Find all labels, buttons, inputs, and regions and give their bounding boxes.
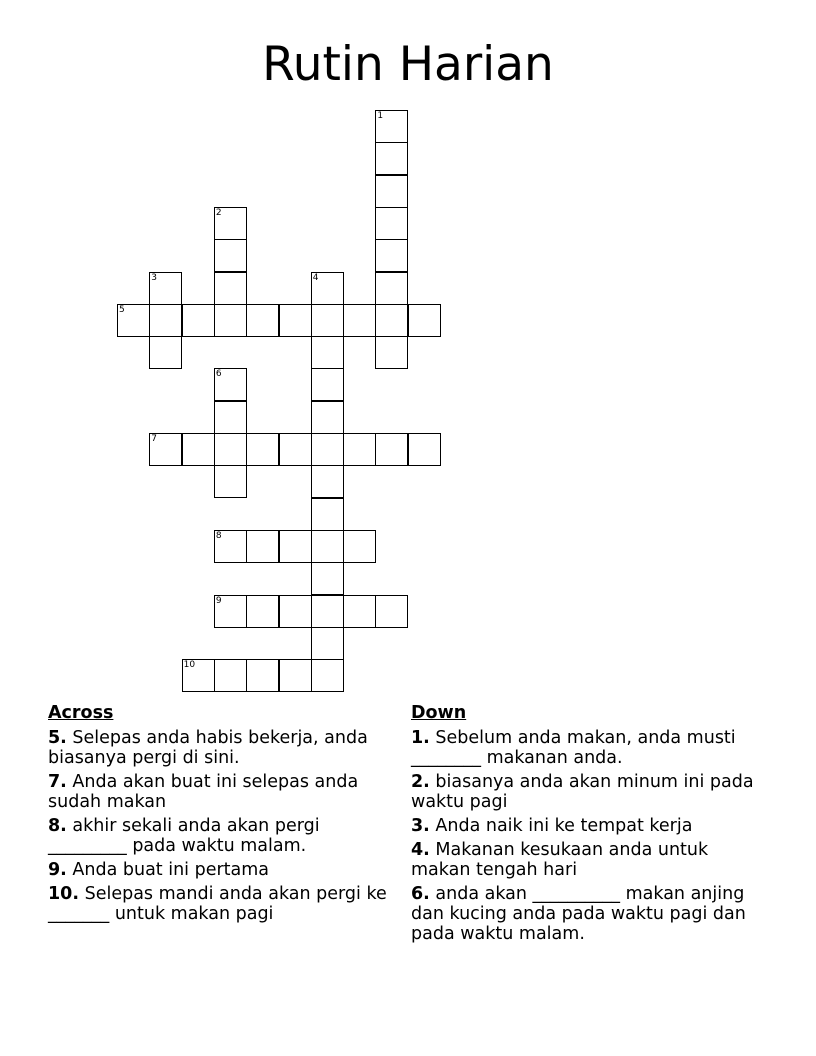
grid-cell[interactable] [214,304,247,337]
grid-cell[interactable] [214,530,247,563]
grid-cell[interactable] [214,433,247,466]
grid-cell[interactable] [246,595,279,628]
clue-text: anda akan __________ makan anjing dan kucing anda pada waktu pagi dan pada waktu malam. [411,884,746,944]
grid-cell[interactable] [375,304,408,337]
down-clues [411,703,756,948]
cell-number: 4 [312,272,319,283]
cell-number: 6 [215,369,222,380]
grid-cell[interactable] [182,304,215,337]
cell-number: 7 [151,434,158,444]
down-clue-4 [411,840,756,880]
grid-cell[interactable] [279,304,312,337]
grid-cell[interactable] [279,530,312,563]
clue-text: Anda akan buat ini selepas anda sudah makan [48,772,359,812]
grid-cell[interactable] [311,368,344,401]
cell-number: 1 [377,111,384,121]
clue-text: Sebelum anda makan, anda musti ________ makanan anda. [411,728,736,768]
clue-number: 8. [48,816,67,836]
clue-number: 5. [48,728,67,748]
grid-cell[interactable] [375,207,408,240]
across-clue-8 [48,816,393,856]
grid-cell[interactable] [343,433,376,466]
down-clue-6 [411,884,756,944]
grid-cell[interactable] [246,530,279,563]
grid-cell[interactable] [214,239,247,272]
grid-cell[interactable] [375,110,408,143]
clue-number: 6. [411,884,430,904]
across-clue-9 [48,860,393,880]
grid-cell[interactable] [375,433,408,466]
grid-cell[interactable] [375,336,408,369]
cell-number: 8 [215,530,222,541]
grid-cell[interactable] [214,595,247,628]
cell-number: 9 [215,595,222,606]
grid-cell[interactable] [311,498,344,531]
grid-cell[interactable] [117,304,150,337]
clue-number: 10. [48,884,80,904]
grid-cell[interactable] [182,659,215,692]
across-clue-5 [48,728,393,768]
grid-cell[interactable] [279,659,312,692]
grid-cell[interactable] [311,627,344,660]
down-heading: Down [411,703,467,723]
grid-cell[interactable] [311,659,344,692]
grid-cell[interactable] [311,595,344,628]
grid-cell[interactable] [375,239,408,272]
cell-number: 2 [215,207,222,218]
clue-number: 7. [48,772,67,792]
clue-text: Makanan kesukaan anda untuk makan tengah hari [411,840,709,880]
cell-number: 3 [151,272,158,283]
clue-number: 1. [411,728,430,748]
grid-cell[interactable] [246,304,279,337]
grid-cell[interactable] [311,433,344,466]
grid-cell[interactable] [408,433,441,466]
across-heading: Across [48,703,114,723]
down-clue-1 [411,728,756,768]
grid-cell[interactable] [375,142,408,175]
cell-number: 10 [183,660,196,671]
grid-cell[interactable] [214,465,247,498]
grid-cell[interactable] [311,336,344,369]
grid-cell[interactable] [214,368,247,401]
clue-text: Anda naik ini ke tempat kerja [435,816,693,836]
grid-cell[interactable] [311,272,344,305]
grid-cell[interactable] [311,465,344,498]
grid-cell[interactable] [343,304,376,337]
grid-cell[interactable] [311,562,344,595]
clue-text: biasanya anda akan minum ini pada waktu pagi [411,772,754,812]
grid-cell[interactable] [311,530,344,563]
across-clue-10 [48,884,393,924]
grid-cell[interactable] [246,659,279,692]
clue-text: akhir sekali anda akan pergi _________ pada waktu malam. [48,816,320,856]
cell-number: 5 [119,304,125,315]
grid-cell[interactable] [375,272,408,305]
grid-cell[interactable] [311,401,344,434]
grid-cell[interactable] [214,401,247,434]
grid-cell[interactable] [214,272,247,305]
grid-cell[interactable] [279,433,312,466]
clue-number: 4. [411,840,430,860]
clue-number: 9. [48,860,67,880]
clue-text: Selepas anda habis bekerja, anda biasanya pergi di sini. [48,728,368,768]
clue-number: 2. [411,772,430,792]
clue-text: Anda buat ini pertama [72,860,270,880]
grid-cell[interactable] [311,304,344,337]
grid-cell[interactable] [408,304,441,337]
clue-number: 3. [411,816,430,836]
grid-cell[interactable] [149,304,182,337]
clue-text: Selepas mandi anda akan pergi ke _______ untuk makan pagi [48,884,387,924]
down-clue-2 [411,772,756,812]
across-clues [48,703,393,928]
grid-cell[interactable] [149,433,182,466]
across-clue-7 [48,772,393,812]
grid-cell[interactable] [182,433,215,466]
grid-cell[interactable] [343,530,376,563]
grid-cell[interactable] [279,595,312,628]
grid-cell[interactable] [343,595,376,628]
grid-cell[interactable] [149,336,182,369]
grid-cell[interactable] [214,207,247,240]
down-clue-3 [411,816,756,836]
grid-cell[interactable] [246,433,279,466]
grid-cell[interactable] [214,659,247,692]
grid-cell[interactable] [149,272,182,305]
grid-cell[interactable] [375,595,408,628]
puzzle-title: Rutin Harian [262,37,554,92]
grid-cell[interactable] [375,175,408,208]
